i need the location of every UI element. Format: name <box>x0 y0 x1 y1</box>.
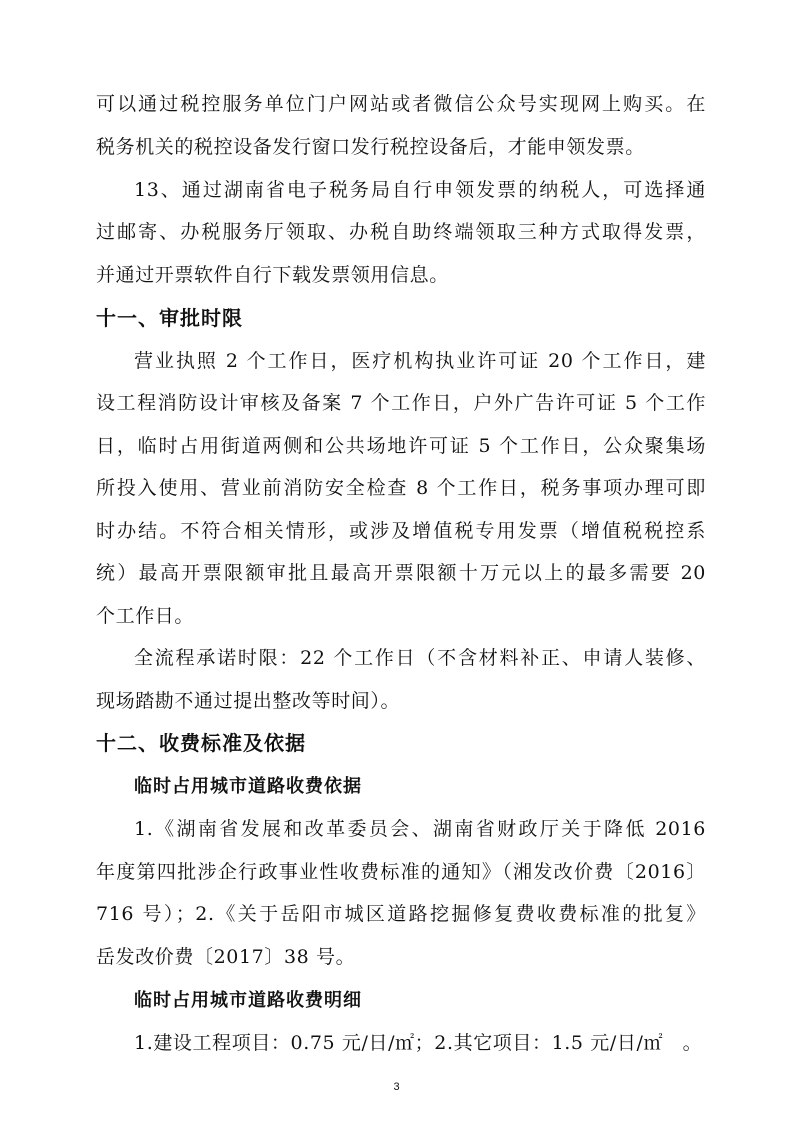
paragraph-line: 所投入使用、营业前消防安全检查 8 个工作日，税务事项办理可即 <box>96 477 706 499</box>
paragraph-line: 税务机关的税控设备发行窗口发行税控设备后，才能申领发票。 <box>96 136 645 158</box>
paragraph-line: 个工作日。 <box>96 605 195 627</box>
paragraph-line: 统）最高开票限额审批且最高开票限额十万元以上的最多需要 20 <box>96 562 706 584</box>
page-number: 3 <box>393 1081 400 1093</box>
section-heading-approval-time-limit: 十一、审批时限 <box>96 306 243 330</box>
paragraph-line: 1.《湖南省发展和改革委员会、湖南省财政厅关于降低 2016 <box>134 818 706 840</box>
paragraph-line: 716 号）；2.《关于岳阳市城区道路挖掘修复费收费标准的批复》 <box>96 903 706 925</box>
paragraph-line: 岳发改价费〔2017〕38 号。 <box>96 946 356 968</box>
subheading-fee-details: 临时占用城市道路收费明细 <box>134 990 362 1011</box>
subheading-fee-basis: 临时占用城市道路收费依据 <box>134 776 362 797</box>
section-heading-fee-standard: 十二、收费标准及依据 <box>96 731 306 755</box>
paragraph-line: 设工程消防设计审核及备案 7 个工作日，户外广告许可证 5 个工作 <box>96 392 706 414</box>
paragraph-line: 全流程承诺时限：22 个工作日（不含材料补正、申请人装修、 <box>134 647 706 669</box>
paragraph-line: 并通过开票软件自行下载发票领用信息。 <box>96 264 449 286</box>
paragraph-line: 现场踏勘不通过提出整改等时间）。 <box>96 690 401 712</box>
paragraph-line: 时办结。不符合相关情形，或涉及增值税专用发票（增值税税控系 <box>96 520 706 542</box>
paragraph-line: 日，临时占用街道两侧和公共场地许可证 5 个工作日，公众聚集场 <box>96 435 706 457</box>
paragraph-line: 13、通过湖南省电子税务局自行申领发票的纳税人，可选择通 <box>134 179 706 201</box>
paragraph-line: 年度第四批涉企行政事业性收费标准的通知》（湘发改价费〔2016〕 <box>96 861 706 883</box>
paragraph-line: 可以通过税控服务单位门户网站或者微信公众号实现网上购买。在 <box>96 93 706 115</box>
paragraph-line: 营业执照 2 个工作日，医疗机构执业许可证 20 个工作日，建 <box>134 350 706 372</box>
paragraph-line: 1.建设工程项目：0.75 元/日/㎡；2.其它项目：1.5 元/日/㎡ 。 <box>134 1032 703 1054</box>
paragraph-line: 过邮寄、办税服务厅领取、办税自助终端领取三种方式取得发票， <box>96 221 706 243</box>
